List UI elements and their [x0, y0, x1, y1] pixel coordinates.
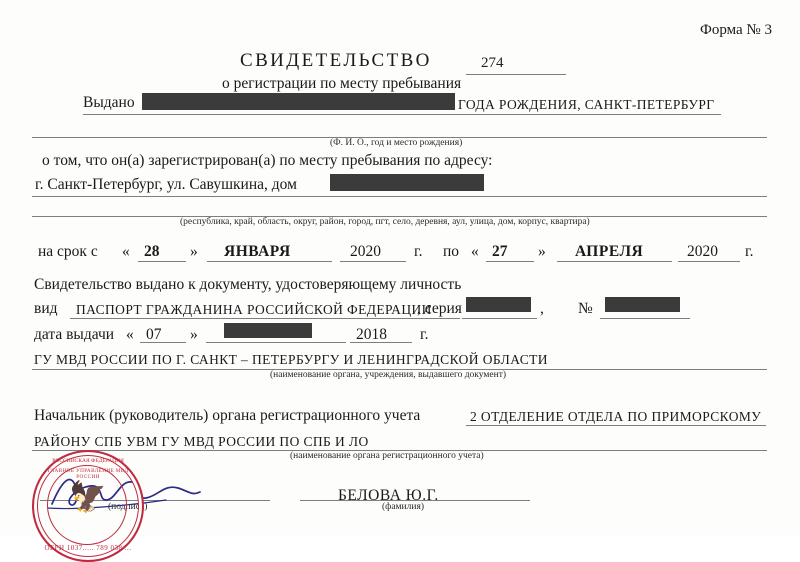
quote-open-issue: « — [126, 326, 134, 343]
identity-issue-g-abbr: г. — [420, 326, 429, 343]
chief-org-line1: 2 ОТДЕЛЕНИЕ ОТДЕЛА ПО ПРИМОРСКОМУ — [470, 409, 762, 424]
quote-open-from: « — [122, 243, 130, 260]
identity-number-label: № — [578, 300, 593, 317]
term-to-day-rule — [486, 261, 534, 262]
chief-org-line2: РАЙОНУ СПБ УВМ ГУ МВД РОССИИ ПО СПБ И ЛО — [34, 434, 369, 449]
identity-series-rule — [462, 318, 537, 319]
issued-to-label: Выдано — [83, 94, 135, 111]
chief-label: Начальник (руководитель) органа регистрационного учета — [34, 407, 421, 424]
caption-fio: (Ф. И. О., год и место рождения) — [330, 138, 463, 148]
certificate-number-rule — [466, 74, 566, 75]
term-from-day: 28 — [144, 243, 160, 260]
form-number: Форма № 3 — [700, 22, 772, 38]
quote-close-issue: » — [190, 326, 198, 343]
identity-issue-month-rule — [206, 342, 346, 343]
identity-type-value: ПАСПОРТ ГРАЖДАНИНА РОССИЙСКОЙ ФЕДЕРАЦИИ — [76, 302, 432, 317]
quote-open-to: « — [471, 243, 479, 260]
identity-authority: ГУ МВД РОССИИ ПО Г. САНКТ – ПЕТЕРБУРГУ И ЛЕНИНГРАДСКОЙ ОБЛАСТИ — [34, 352, 548, 367]
term-from-year: 2020 — [350, 243, 381, 260]
term-g-abbr-2: г. — [745, 243, 754, 260]
term-to-month-rule — [557, 261, 672, 262]
identity-intro: Свидетельство выдано к документу, удостоверяющему личность — [34, 276, 462, 293]
stamp-arc-text: ГЛАВНОЕ УПРАВЛЕНИЕ МВД РОССИИ — [47, 468, 129, 480]
term-g-abbr-1: г. — [414, 243, 423, 260]
caption-authority: (наименование органа, учреждения, выдавшего документ) — [270, 370, 507, 380]
address-value: г. Санкт-Петербург, ул. Савушкина, дом — [35, 176, 297, 193]
caption-signature: (подпись) — [108, 502, 148, 512]
redaction-passport-series — [466, 297, 531, 312]
term-po: по — [443, 243, 460, 260]
chief-org-rule-1 — [466, 425, 766, 426]
stamp-top-text: РОССИЙСКАЯ ФЕДЕРАЦИЯ — [52, 458, 124, 464]
official-round-stamp — [32, 450, 144, 562]
registration-statement: о том, что он(а) зарегистрирован(а) по месту пребывания по адресу: — [42, 152, 493, 169]
term-to-day: 27 — [492, 243, 508, 260]
page-title: СВИДЕТЕЛЬСТВО — [240, 50, 432, 71]
identity-type-rule — [70, 318, 460, 319]
issued-to-rule — [83, 114, 721, 115]
term-prefix: на срок с — [38, 243, 98, 260]
caption-org: (наименование органа регистрационного учета) — [290, 451, 484, 461]
redaction-issue-month — [224, 323, 312, 338]
issued-to-value: ГОДА РОЖДЕНИЯ, САНКТ-ПЕТЕРБУРГ — [458, 97, 715, 112]
chief-surname: БЕЛОВА Ю.Г. — [338, 487, 439, 504]
identity-comma: , — [540, 300, 544, 317]
term-from-day-rule — [138, 261, 186, 262]
caption-surname: (фамилия) — [382, 502, 424, 512]
term-from-month-rule — [207, 261, 332, 262]
redaction-fio — [142, 93, 455, 110]
page-subtitle: о регистрации по месту пребывания — [222, 75, 462, 92]
term-to-month: АПРЕЛЯ — [575, 243, 644, 260]
certificate-number: 274 — [481, 55, 504, 71]
term-to-year: 2020 — [687, 243, 718, 260]
stamp-bottom-text: ОГРН 1037..... 789 038 ... — [44, 544, 132, 552]
identity-number-rule — [600, 318, 690, 319]
identity-type-label: вид — [34, 300, 58, 317]
term-from-year-rule — [340, 261, 406, 262]
identity-issue-date-label: дата выдачи — [34, 326, 115, 343]
term-from-month: ЯНВАРЯ — [224, 243, 291, 260]
quote-close-to: » — [538, 243, 546, 260]
quote-close-from: » — [190, 243, 198, 260]
identity-issue-day: 07 — [146, 326, 162, 343]
caption-address: (республика, край, область, округ, район, город, пгт, село, деревня, аул, улица, дом, корпус, квартира) — [180, 217, 590, 227]
surname-rule — [300, 500, 530, 501]
identity-series-label: , серия — [417, 300, 462, 317]
identity-issue-year: 2018 — [356, 326, 387, 343]
address-rule-1 — [32, 196, 767, 197]
redaction-house — [330, 174, 484, 191]
redaction-passport-number — [605, 297, 680, 312]
double-eagle-icon: 🦅 — [69, 481, 107, 514]
identity-issue-day-rule — [140, 342, 186, 343]
term-to-year-rule — [678, 261, 740, 262]
identity-issue-year-rule — [350, 342, 412, 343]
